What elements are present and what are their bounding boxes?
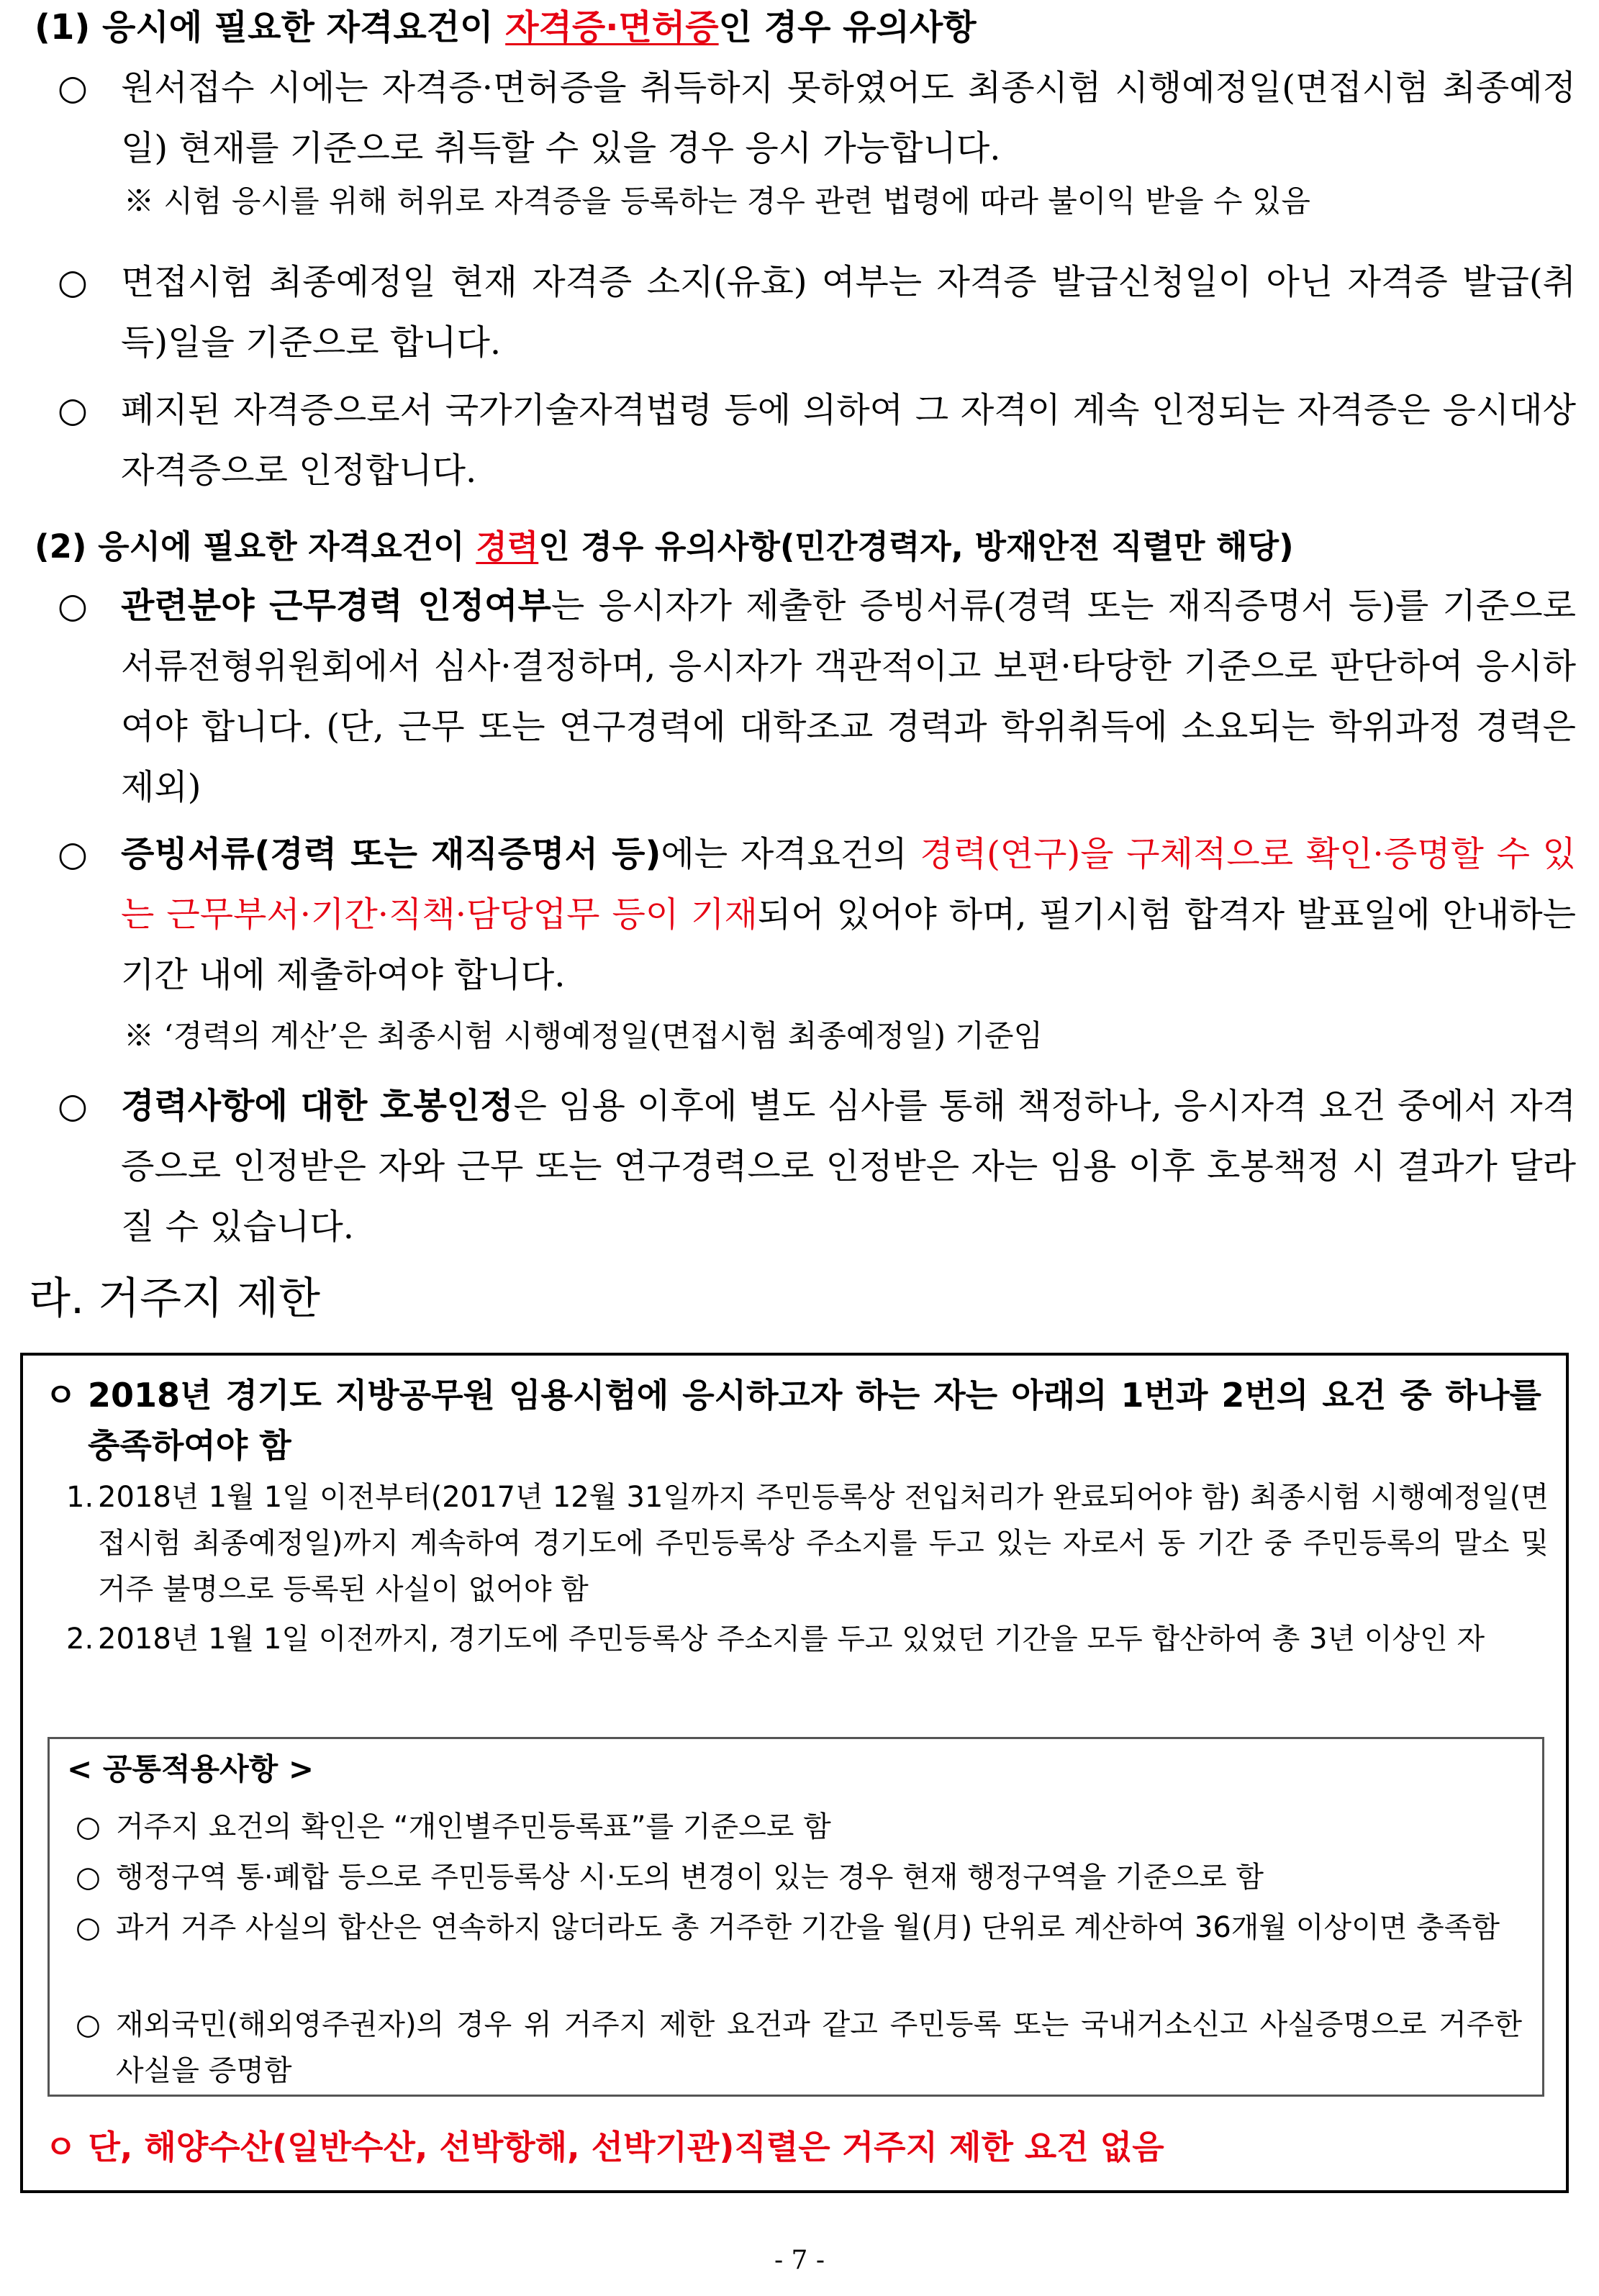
bullet: ○ bbox=[58, 390, 88, 430]
box-lead bbox=[45, 1370, 1541, 1471]
item-highlight: 경력(연구)을 구체적으로 확인·증명할 수 있는 근무부서·기간·직책·담당업무 등이 기재 bbox=[121, 834, 1577, 935]
item-text bbox=[121, 1076, 1576, 1257]
section-1-note: ※ 시험 응시를 위해 허위로 자격증을 등록하는 경우 관련 법령에 따라 불이익 받을 수 있음 bbox=[124, 183, 1310, 219]
heading-text: (2) 응시에 필요한 자격요건이 bbox=[35, 527, 476, 566]
rule-text: 과거 거주 사실의 합산은 연속하지 않더라도 총 거주한 기간을 월(月) 단위로 계산하여 36개월 이상이면 충족함 bbox=[116, 1911, 1500, 1944]
bullet: ㅇ bbox=[45, 1376, 77, 1415]
item-text: 폐지된 자격증으로서 국가기술자격법령 등에 의하여 그 자격이 계속 인정되는 자격증은 응시대상 자격증으로 인정합니다. bbox=[121, 390, 1576, 491]
bullet: ○ bbox=[58, 586, 88, 626]
heading-highlight: 자격증·면허증 bbox=[505, 7, 719, 47]
item-number: 1. bbox=[66, 1481, 94, 1514]
exemption-note: ㅇ 단, 해양수산(일반수산, 선박항해, 선박기관)직렬은 거주지 제한 요건 없음 bbox=[45, 2128, 1164, 2166]
item-text bbox=[121, 576, 1576, 817]
common-rule-1 bbox=[76, 1804, 1522, 1850]
section-1-item-1 bbox=[58, 58, 1576, 178]
common-rule-4 bbox=[76, 2002, 1522, 2094]
numbered-item-1 bbox=[66, 1474, 1549, 1612]
section-2-item-2 bbox=[58, 824, 1576, 1005]
section-2-note: ※ ‘경력의 계산’은 최종시험 시행예정일(면접시험 최종예정일) 기준임 bbox=[124, 1018, 1043, 1053]
bullet: ○ bbox=[58, 1086, 88, 1126]
section-ra-title: 라. 거주지 제한 bbox=[29, 1274, 320, 1324]
heading-text: (1) 응시에 필요한 자격요건이 bbox=[35, 7, 506, 47]
item-plain: 은 임용 이후에 별도 심사를 통해 책정하나, 응시자격 요건 중에서 자격증으로 인정받은 자와 근무 또는 연구경력으로 인정받은 자는 임용 이후 호봉책정 시 결과가 달라질 수 있습니다. bbox=[121, 1086, 1576, 1247]
item-bold: 증빙서류(경력 또는 재직증명서 등) bbox=[121, 834, 661, 874]
item-number: 2. bbox=[66, 1623, 94, 1656]
item-plain: 에는 자격요건의 bbox=[661, 834, 920, 874]
section-2-item-3 bbox=[58, 1076, 1576, 1257]
section-1-item-3 bbox=[58, 380, 1576, 501]
rule-text: 재외국민(해외영주권자)의 경우 위 거주지 제한 요건과 같고 주민등록 또는 국내거소신고 사실증명으로 거주한 사실을 증명함 bbox=[116, 2008, 1522, 2087]
heading-text: 인 경우 유의사항 bbox=[718, 7, 977, 47]
residence-box bbox=[20, 1353, 1569, 2193]
item-text bbox=[121, 824, 1576, 1005]
page-number: - 7 - bbox=[774, 2246, 825, 2275]
bullet: ○ bbox=[58, 68, 88, 108]
lead-text: 2018년 경기도 지방공무원 임용시험에 응시하고자 하는 자는 아래의 1번과 2번의 요건 중 하나를 충족하여야 함 bbox=[88, 1376, 1541, 1465]
bullet: ○ bbox=[58, 834, 88, 874]
rule-text: 거주지 요건의 확인은 “개인별주민등록표”를 기준으로 함 bbox=[116, 1810, 831, 1843]
item-text: 2018년 1월 1일 이전부터(2017년 12월 31일까지 주민등록상 전입처리가 완료되어야 함) 최종시험 시행예정일(면접시험 최종예정일)까지 계속하여 경기도에 주민등록상 주소지를 두고 있는 자로서 동 기간 중 주민등록의 말소 및 거주 불명으로 등록된 사실이 없어야 함 bbox=[98, 1481, 1549, 1606]
bullet: ○ bbox=[58, 262, 88, 302]
bullet: ○ bbox=[76, 1861, 101, 1894]
bullet: ○ bbox=[76, 1810, 101, 1843]
section-1-heading bbox=[35, 6, 977, 49]
common-rule-2 bbox=[76, 1854, 1522, 1900]
numbered-item-2 bbox=[66, 1616, 1549, 1662]
bullet: ○ bbox=[76, 2008, 101, 2041]
item-plain: 되어 있어야 하며, 필기시험 합격자 발표일에 안내하는 기간 내에 제출하여야 합니다. bbox=[121, 894, 1576, 995]
item-bold: 관련분야 근무경력 인정여부 bbox=[121, 586, 551, 626]
common-rules-box bbox=[47, 1737, 1544, 2097]
section-1-item-2 bbox=[58, 252, 1576, 373]
item-text: 원서접수 시에는 자격증·면허증을 취득하지 못하였어도 최종시험 시행예정일(면접시험 최종예정일) 현재를 기준으로 취득할 수 있을 경우 응시 가능합니다. bbox=[121, 68, 1576, 168]
common-rule-3 bbox=[76, 1905, 1522, 1951]
section-2-item-1 bbox=[58, 576, 1576, 817]
heading-highlight: 경력 bbox=[476, 527, 539, 566]
common-rules-title: < 공통적용사항 > bbox=[67, 1751, 314, 1787]
rule-text: 행정구역 통·폐합 등으로 주민등록상 시·도의 변경이 있는 경우 현재 행정구역을 기준으로 함 bbox=[116, 1861, 1264, 1894]
item-text: 2018년 1월 1일 이전까지, 경기도에 주민등록상 주소지를 두고 있었던 기간을 모두 합산하여 총 3년 이상인 자 bbox=[98, 1623, 1485, 1656]
item-bold: 경력사항에 대한 호봉인정 bbox=[121, 1086, 514, 1126]
bullet: ○ bbox=[76, 1911, 101, 1944]
item-text: 면접시험 최종예정일 현재 자격증 소지(유효) 여부는 자격증 발급신청일이 아닌 자격증 발급(취득)일을 기준으로 합니다. bbox=[121, 262, 1576, 363]
heading-text: 인 경우 유의사항(민간경력자, 방재안전 직렬만 해당) bbox=[538, 527, 1294, 566]
section-2-heading bbox=[35, 525, 1294, 568]
item-plain: 는 응시자가 제출한 증빙서류(경력 또는 재직증명서 등)를 기준으로 서류전형위원회에서 심사·결정하며, 응시자가 객관적이고 보편·타당한 기준으로 판단하여 응시하여야 합니다. (단, 근무 또는 연구경력에 대학조교 경력과 학위취득에 소요되는 학위과정 경력은 제외) bbox=[121, 586, 1577, 807]
